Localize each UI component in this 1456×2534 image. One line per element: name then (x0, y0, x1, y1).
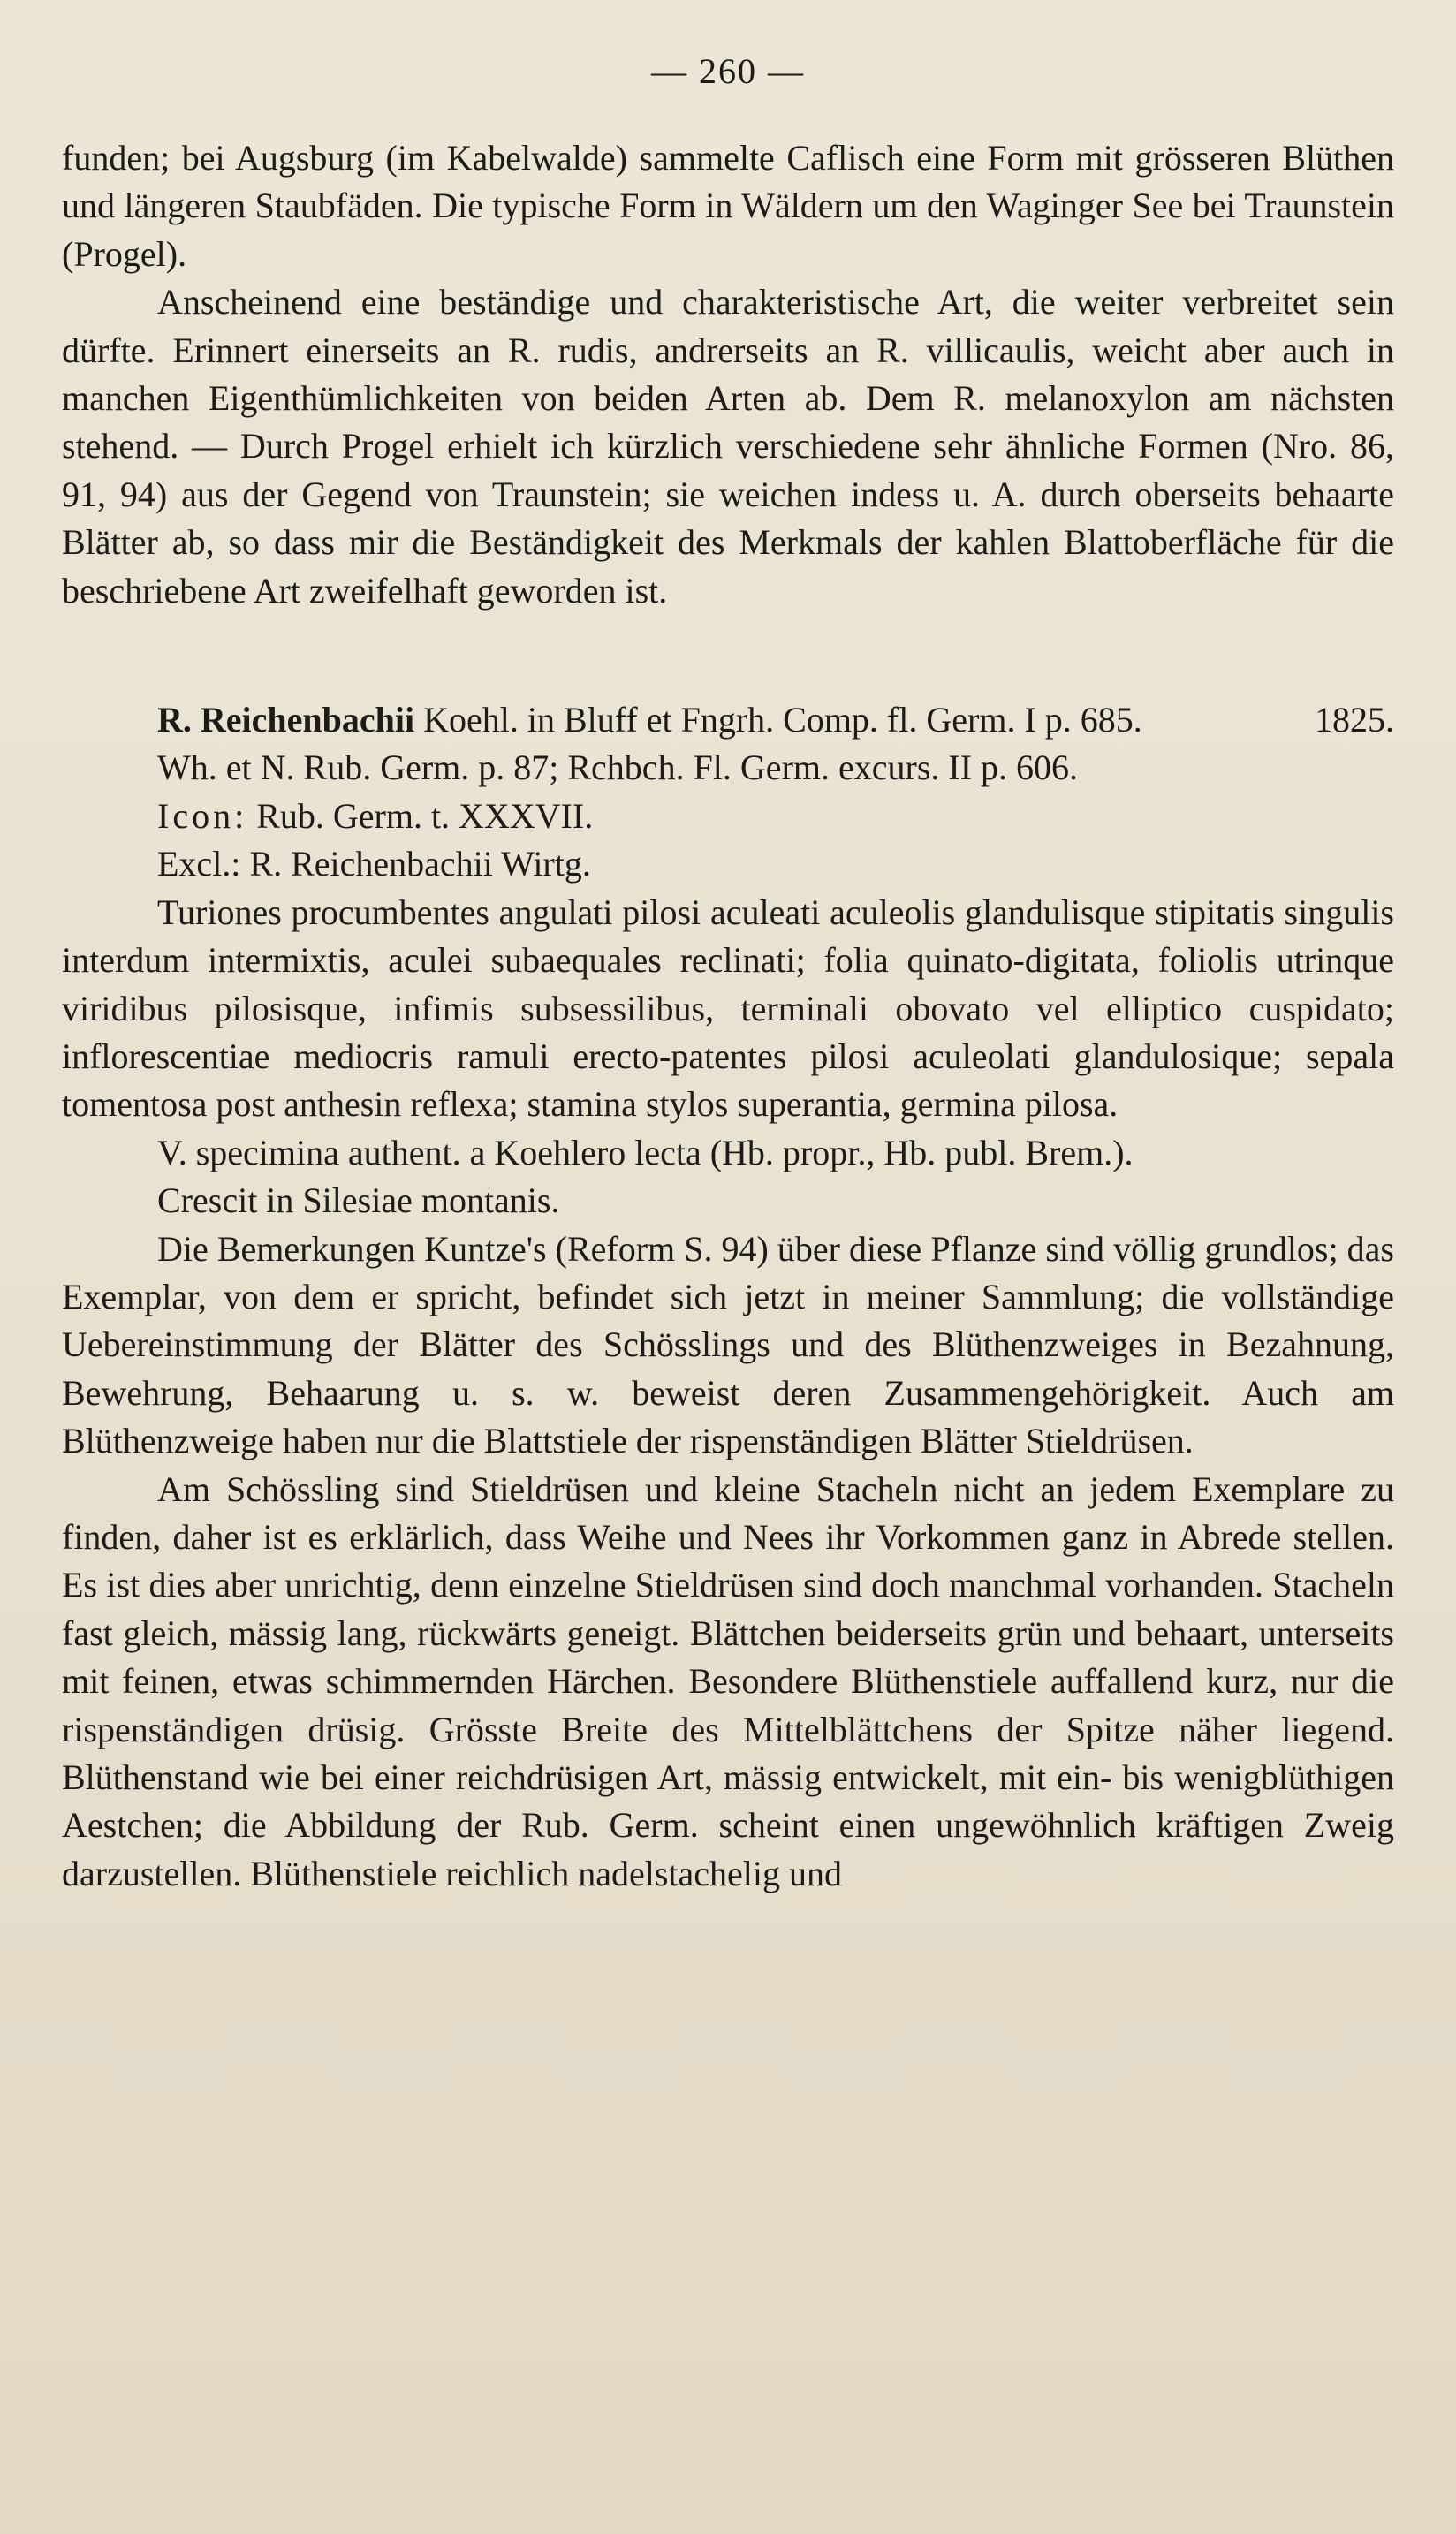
paragraph-continuation: funden; bei Augsburg (im Kabelwalde) sammelte Caflisch eine Form mit grösseren Blüthen und längeren Staubfäden. Die typische Form in Wäldern um den Waginger See bei Traunstein (Progel). (62, 138, 1394, 274)
reference-line: Wh. et N. Rub. Germ. p. 87; Rchbch. Fl. Germ. excurs. II p. 606. (157, 747, 1079, 788)
paragraph-remarks: Die Bemerkungen Kuntze's (Reform S. 94) über diese Pflanze sind völlig grundlos; das Exemplar, von dem er spricht, befindet sich jetzt in meiner Sammlung; die vollständige Uebereinstimmung der Blätter des Schösslings und des Blüthenzweiges in Bezahnung, Bewehrung, Behaarung u. s. w. beweist deren Zusammengehörigkeit. Auch am Blüthenzweige haben nur die Blattstiele der rispenständigen Blätter Stieldrüsen. (62, 1228, 1394, 1461)
specimina-line: V. specimina authent. a Koehlero lecta (Hb. propr., Hb. publ. Brem.). (157, 1132, 1134, 1172)
distribution-line: Crescit in Silesiae montanis. (157, 1180, 560, 1221)
icon-text: Rub. Germ. t. XXXVII. (247, 795, 594, 836)
page-number: — 260 — (651, 51, 805, 91)
species-year: 1825. (1315, 700, 1394, 740)
species-name: R. Reichenbachii (157, 700, 415, 740)
paragraph-discussion: Anscheinend eine beständige und charakteristische Art, die weiter verbreitet sein dürfte. Erinnert einerseits an R. rudis, andrerseits an R. villicaulis, weicht aber auch in manchen Eigenthümlichkeiten von beiden Arten ab. Dem R. melanoxylon am nächsten stehend. — Durch Progel erhielt ich kürzlich verschiedene sehr ähnliche Formen (Nro. 86, 91, 94) aus der Gegend von Traunstein; sie weichen indess u. A. durch oberseits behaarte Blätter ab, so dass mir die Beständigkeit des Merkmals der kahlen Blattoberfläche für die beschriebene Art zweifelhaft geworden ist. (62, 282, 1394, 611)
section-gap (62, 615, 1394, 696)
paragraph-description: Am Schössling sind Stieldrüsen und kleine Stacheln nicht an jedem Exemplare zu finden, daher ist es erklärlich, dass Weihe und Nees ihr Vorkommen ganz in Abrede stellen. Es ist dies aber unrichtig, denn einzelne Stieldrüsen sind doch manchmal vorhanden. Stacheln fast gleich, mässig lang, rückwärts geneigt. Blättchen beiderseits grün und behaart, unterseits mit feinen, etwas schimmernden Härchen. Besondere Blüthenstiele auffallend kurz, nur die rispenständigen drüsig. Grösste Breite des Mittelblättchens der Spitze näher liegend. Blüthenstand wie bei einer reichdrüsigen Art, mässig entwickelt, mit ein- bis wenigblüthigen Aestchen; die Abbildung der Rub. Germ. scheint einen ungewöhnlich kräftigen Zweig darzustellen. Blüthenstiele reichlich nadelstachelig und (62, 1468, 1394, 1893)
species-entry (62, 696, 1394, 1898)
icon-label: Icon: (157, 795, 248, 836)
latin-description: Turiones procumbentes angulati pilosi aculeati aculeolis glandulisque stipitatis singulis interdum intermixtis, aculei subaequales reclinati; folia quinato-digitata, foliolis utrinque viridibus pilosisque, infimis subsessilibus, terminali obovato vel elliptico cuspidato; inflorescentiae mediocris ramuli erecto-patentes pilosi aculeolati glandulosique; sepala tomentosa post anthesin reflexa; stamina stylos superantia, germina pilosa. (62, 891, 1394, 1125)
icon-reference (62, 793, 1394, 840)
species-citation: Koehl. in Bluff et Fngrh. Comp. fl. Germ. I p. 685. (414, 700, 1142, 740)
exclusion-line: Excl.: R. Reichenbachii Wirtg. (157, 844, 591, 884)
species-heading (62, 696, 1394, 744)
